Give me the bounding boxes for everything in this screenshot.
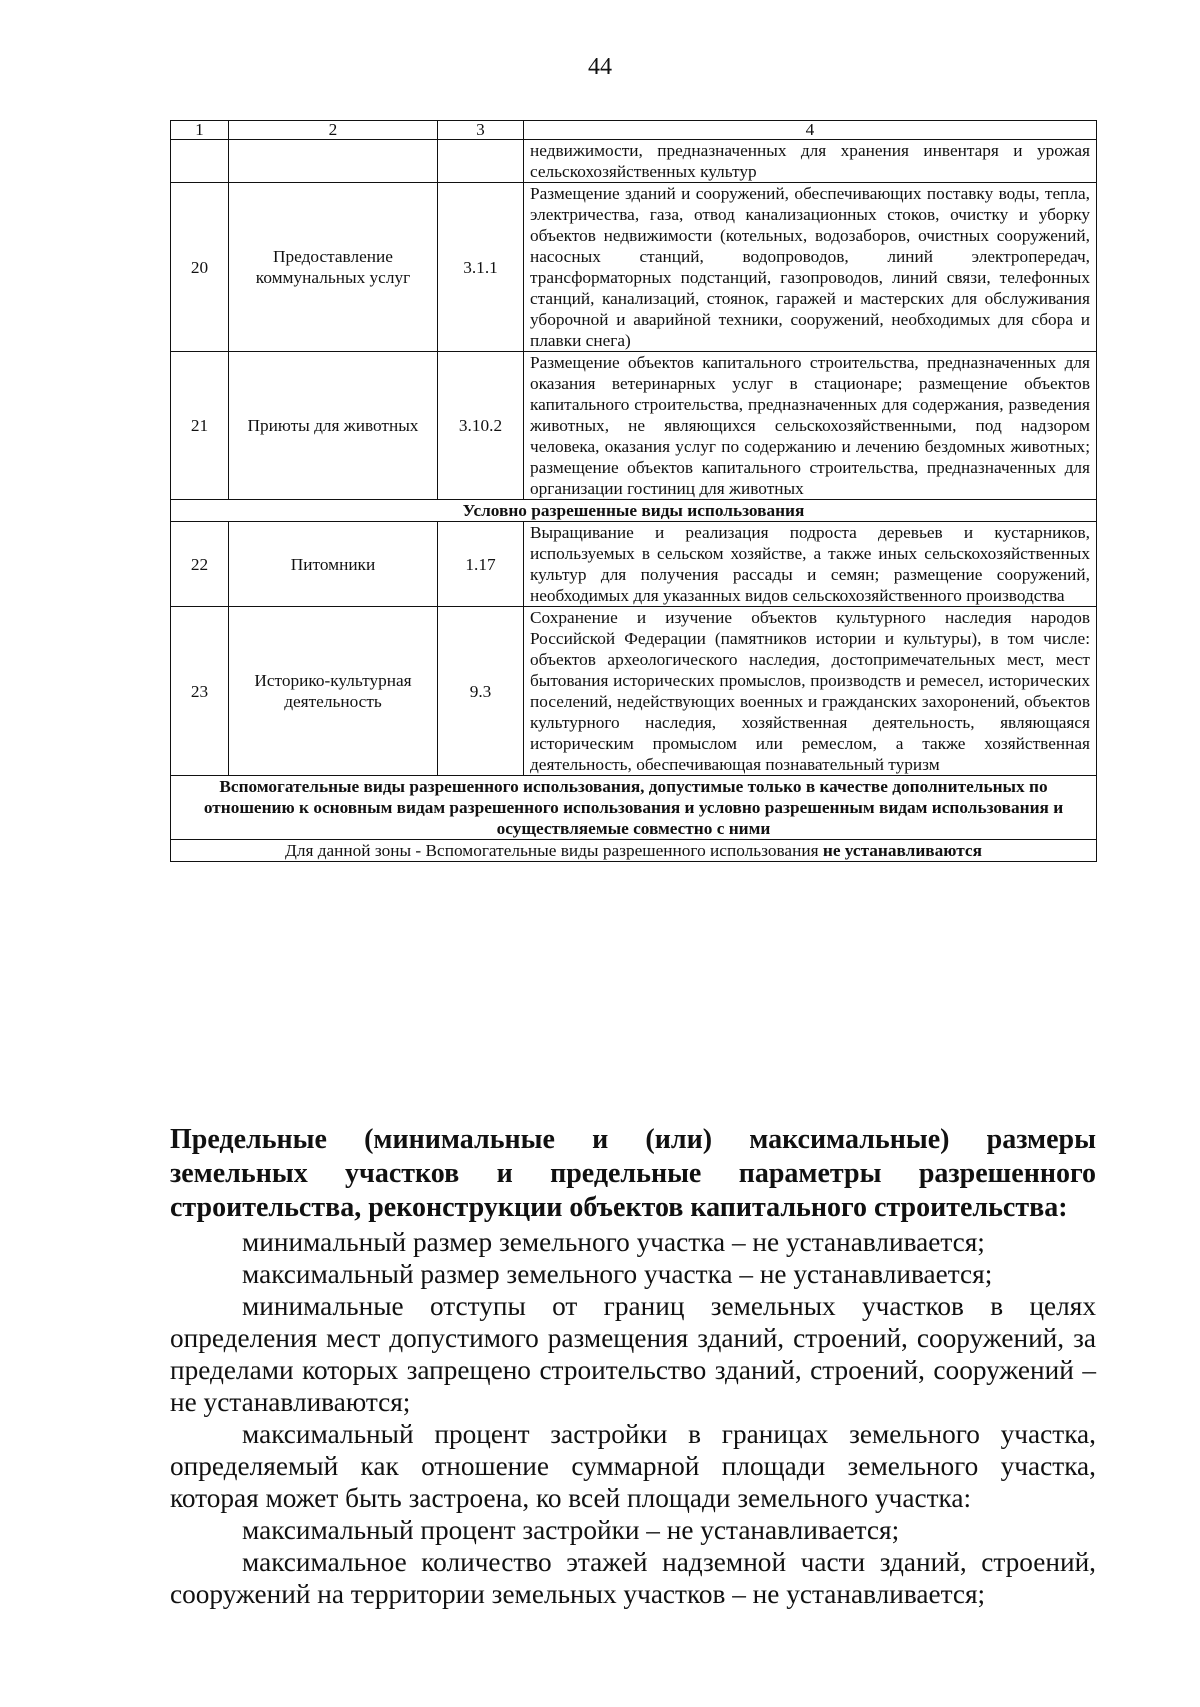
note-row (171, 840, 1097, 862)
row-number: 20 (171, 183, 229, 352)
row-number: 22 (171, 522, 229, 607)
use-type-name: Предоставление коммунальных услуг (229, 183, 438, 352)
table-row (171, 522, 1097, 607)
parameters-list (170, 1226, 1096, 1610)
land-use-table (170, 120, 1097, 862)
table-row (171, 183, 1097, 352)
zone-note-text: Для данной зоны - Вспомогательные виды разрешенного использования (285, 841, 823, 860)
parameter-paragraph: максимальный размер земельного участка – не устанавливается; (242, 1259, 993, 1289)
table-row (171, 140, 1097, 183)
use-type-code: 3.1.1 (438, 183, 524, 352)
parameters-heading (170, 1123, 1096, 1225)
use-type-name: Приюты для животных (229, 352, 438, 500)
use-type-description: Размещение зданий и сооружений, обеспечивающих поставку воды, тепла, электричества, газа, отвод канализационных стоков, очистку и уборку объектов недвижимости (котельных, водозаборов, очистных сооружений, насосных станций, водопроводов, линий электропередач, трансформаторных подстанций, газопроводов, линий связи, телефонных станций, канализаций, стоянок, гаражей и мастерских для обслуживания уборочной и аварийной техники, сооружений, необходимых для сбора и плавки снега) (524, 183, 1097, 352)
use-type-code: 9.3 (438, 607, 524, 776)
table-row (171, 352, 1097, 500)
table-row (171, 607, 1097, 776)
parameter-paragraph: минимальный размер земельного участка – не устанавливается; (242, 1227, 985, 1257)
section-title-conditional: Условно разрешенные виды использования (171, 500, 1097, 522)
use-type-name: Питомники (229, 522, 438, 607)
parameter-paragraph: максимальный процент застройки – не устанавливается; (242, 1515, 900, 1545)
column-header: 4 (524, 121, 1097, 140)
row-number: 23 (171, 607, 229, 776)
column-header: 3 (438, 121, 524, 140)
parameter-paragraph: минимальные отступы от границ земельных участков в целях определения мест допустимого размещения зданий, строений, сооружений, за пределами которых запрещено строительство зданий, строений, сооружений – не устанавливаются; (170, 1291, 1096, 1417)
section-row (171, 776, 1097, 840)
continuation-text: недвижимости, предназначенных для хранения инвентаря и урожая сельскохозяйственных культур (524, 140, 1097, 183)
use-type-code: 3.10.2 (438, 352, 524, 500)
use-type-name: Историко-культурная деятельность (229, 607, 438, 776)
parameter-paragraph: максимальный процент застройки в границах земельного участка, определяемый как отношение суммарной площади земельного участка, которая может быть застроена, ко всей площади земельного участка: (170, 1419, 1096, 1513)
use-type-description: Сохранение и изучение объектов культурного наследия народов Российской Федерации (памятников истории и культуры), в том числе: объектов археологического наследия, достопримечательных мест, мест бытования исторических промыслов, производств и ремесел, исторических поселений, недействующих военных и гражданских захоронений, объектов культурного наследия, хозяйственная деятельность, являющаяся историческим промыслом или ремеслом, а также хозяйственная деятельность, обеспечивающая познавательный туризм (524, 607, 1097, 776)
heading-line: земельных участков и предельные параметры разрешенного (170, 1158, 1096, 1189)
heading-line: строительства, реконструкции объектов капитального строительства: (170, 1192, 1068, 1223)
page-number: 44 (588, 54, 612, 80)
use-type-code: 1.17 (438, 522, 524, 607)
row-number: 21 (171, 352, 229, 500)
column-header: 1 (171, 121, 229, 140)
parameter-paragraph: максимальное количество этажей надземной части зданий, строений, сооружений на территории земельных участков – не устанавливается; (170, 1547, 1096, 1609)
section-row (171, 500, 1097, 522)
column-header: 2 (229, 121, 438, 140)
heading-line: Предельные (минимальные и (или) максимальные) размеры (170, 1124, 1096, 1155)
zone-note (171, 840, 1097, 862)
zone-note-emphasis: не устанавливаются (822, 841, 982, 860)
section-title-auxiliary: Вспомогательные виды разрешенного использования, допустимые только в качестве дополнительных по отношению к основным видам разрешенного использования и условно разрешенным видам использования и осуществляемые совместно с ними (171, 776, 1097, 840)
use-type-description: Размещение объектов капитального строительства, предназначенных для оказания ветеринарных услуг в стационаре; размещение объектов капитального строительства, предназначенных для содержания, разведения животных, не являющихся сельскохозяйственными, под надзором человека, оказания услуг по содержанию и лечению бездомных животных; размещение объектов капитального строительства, предназначенных для организации гостиниц для животных (524, 352, 1097, 500)
table-header-row (171, 121, 1097, 140)
use-type-description: Выращивание и реализация подроста деревьев и кустарников, используемых в сельском хозяйстве, а также иных сельскохозяйственных культур для получения рассады и семян; размещение сооружений, необходимых для указанных видов сельскохозяйственного производства (524, 522, 1097, 607)
